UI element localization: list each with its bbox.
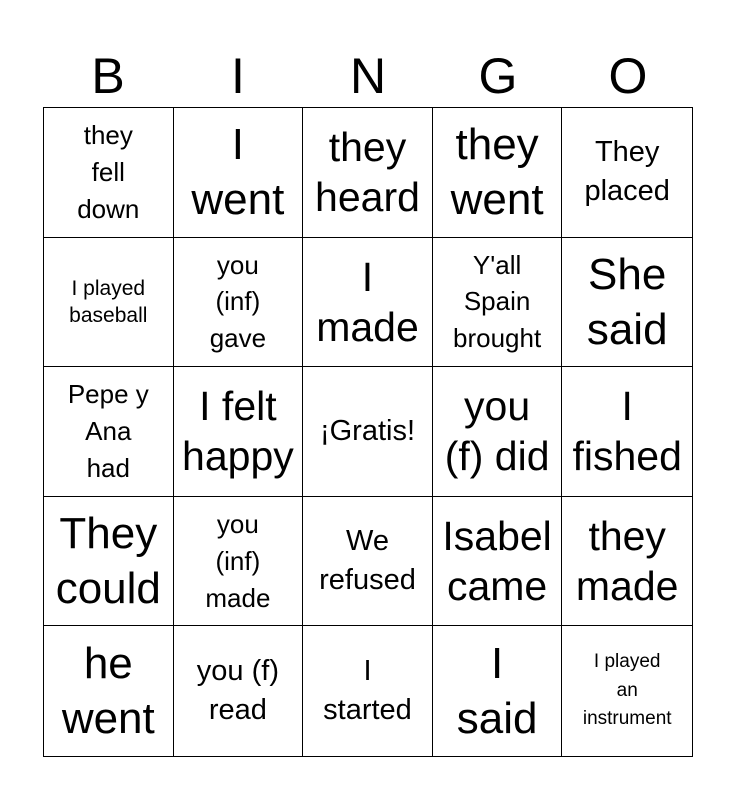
- cell-text: Isabel came: [442, 513, 552, 610]
- header-letter-o: O: [608, 48, 648, 104]
- cell-text: I said: [456, 639, 538, 744]
- cell-text: ¡Gratis!: [319, 414, 416, 447]
- bingo-cell-r1c1[interactable]: [44, 108, 174, 238]
- bingo-cell-r2c1[interactable]: [44, 238, 174, 368]
- cell-text: I felt happy: [182, 383, 294, 480]
- cell-text: you (f) did: [444, 383, 550, 480]
- bingo-header: [43, 44, 693, 108]
- cell-text: you (inf) made: [205, 508, 271, 613]
- cell-text: Y'all Spain brought: [453, 249, 542, 354]
- bingo-cell-r5c4[interactable]: [433, 626, 563, 756]
- cell-text: they heard: [315, 124, 420, 221]
- cell-text: We refused: [319, 524, 416, 597]
- header-letter-b: B: [91, 48, 125, 104]
- bingo-cell-r2c2[interactable]: [174, 238, 304, 368]
- cell-text: I played baseball: [69, 276, 148, 327]
- cell-text: I went: [191, 120, 285, 225]
- bingo-cell-r2c4[interactable]: [433, 238, 563, 368]
- bingo-cell-r4c5[interactable]: [562, 497, 692, 627]
- bingo-cell-r3c2[interactable]: [174, 367, 304, 497]
- bingo-cell-r3c5[interactable]: [562, 367, 692, 497]
- bingo-cell-r4c4[interactable]: [433, 497, 563, 627]
- bingo-cell-r5c2[interactable]: [174, 626, 304, 756]
- bingo-cell-r2c5[interactable]: [562, 238, 692, 368]
- header-letter-i: I: [231, 48, 245, 104]
- cell-text: I made: [316, 253, 419, 350]
- cell-text: I played an instrument: [582, 651, 672, 730]
- cell-text: they went: [450, 120, 544, 225]
- cell-text: I started: [323, 655, 412, 727]
- bingo-board: [43, 107, 693, 757]
- cell-text: you (inf) gave: [209, 249, 267, 354]
- bingo-cell-r3c4[interactable]: [433, 367, 563, 497]
- bingo-cell-r1c3[interactable]: [303, 108, 433, 238]
- header-letter-g: G: [478, 48, 518, 104]
- bingo-cell-r2c3[interactable]: [303, 238, 433, 368]
- cell-text: they fell down: [77, 119, 140, 224]
- bingo-cell-r3c3 free-space[interactable]: [303, 367, 433, 497]
- cell-text: They placed: [584, 136, 670, 208]
- bingo-cell-r5c5[interactable]: [562, 626, 692, 756]
- bingo-cell-r4c3[interactable]: [303, 497, 433, 627]
- bingo-cell-r1c2[interactable]: [174, 108, 304, 238]
- header-letter-n: N: [349, 48, 387, 104]
- bingo-cell-r5c3[interactable]: [303, 626, 433, 756]
- cell-text: he went: [61, 639, 155, 744]
- cell-text: They could: [55, 509, 161, 614]
- bingo-cell-r1c4[interactable]: [433, 108, 563, 238]
- cell-text: She said: [586, 249, 668, 354]
- bingo-cell-r4c1[interactable]: [44, 497, 174, 627]
- cell-text: Pepe y Ana had: [67, 379, 149, 483]
- cell-text: you (f) read: [196, 655, 279, 727]
- cell-text: I fished: [572, 383, 682, 480]
- cell-text: they made: [575, 513, 679, 610]
- bingo-cell-r5c1[interactable]: [44, 626, 174, 756]
- bingo-cell-r3c1[interactable]: [44, 367, 174, 497]
- bingo-cell-r4c2[interactable]: [174, 497, 304, 627]
- bingo-cell-r1c5[interactable]: [562, 108, 692, 238]
